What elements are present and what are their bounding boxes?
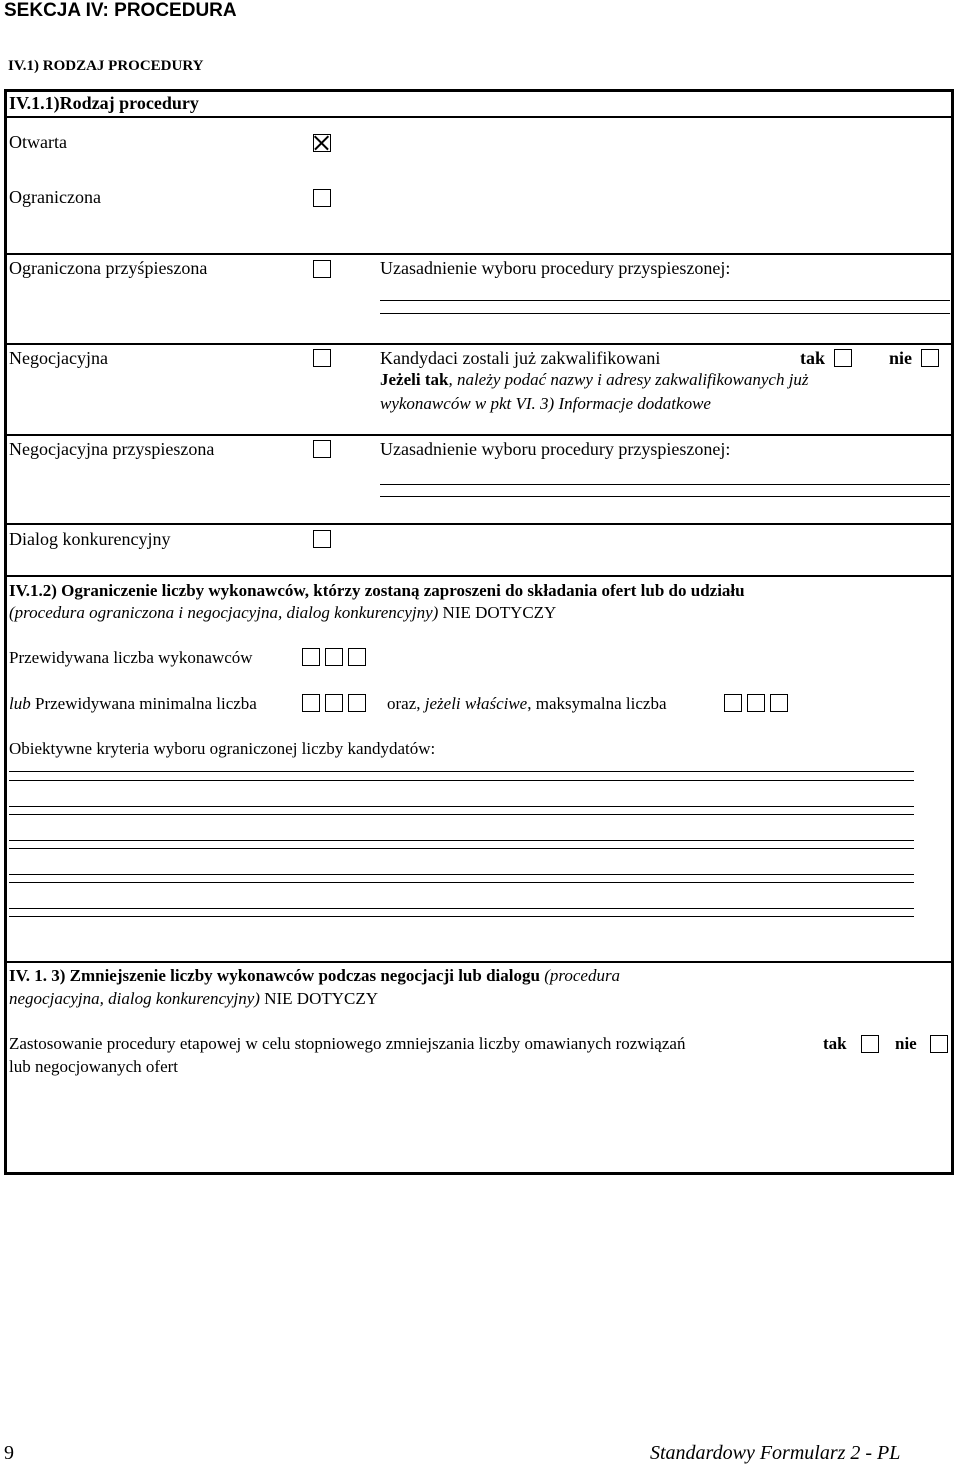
fill-line xyxy=(9,908,914,909)
max-count-label: , maksymalna liczba xyxy=(527,694,667,713)
reduction-heading-italic-2: negocjacyjna, dialog konkurencyjny) xyxy=(9,989,260,1008)
qualified-yes-label: tak xyxy=(800,348,826,368)
checkbox-qualified-yes[interactable] xyxy=(834,349,852,367)
qualified-no-label: nie xyxy=(889,348,913,368)
expected-min-label: Przewidywana minimalna liczba xyxy=(34,694,257,713)
if-applicable: jeżeli właściwe xyxy=(424,694,528,713)
checkbox-staged-yes[interactable] xyxy=(861,1035,879,1053)
subsection-title: IV.1) RODZAJ PROCEDURY xyxy=(8,58,204,74)
fill-line xyxy=(9,840,914,841)
digit-box[interactable] xyxy=(325,694,343,712)
staged-yes-label: tak xyxy=(823,1034,847,1053)
and-word: oraz, xyxy=(387,694,421,713)
divider xyxy=(4,523,954,525)
section-title: SEKCJA IV: PROCEDURA xyxy=(4,0,237,21)
checkbox-otwarta[interactable] xyxy=(313,134,331,152)
option-label-dialog: Dialog konkurencyjny xyxy=(9,529,171,549)
page-number: 9 xyxy=(4,1442,14,1464)
qualified-question: Kandydaci zostali już zakwalifikowani xyxy=(380,348,661,368)
procedure-frame xyxy=(4,89,954,1175)
checkbox-dialog[interactable] xyxy=(313,530,331,548)
fill-line xyxy=(9,848,914,849)
divider xyxy=(4,575,954,577)
fill-line xyxy=(9,814,914,815)
fill-line xyxy=(9,874,914,875)
option-label-otwarta: Otwarta xyxy=(9,132,67,152)
divider xyxy=(4,253,954,255)
reduction-heading: IV. 1. 3) Zmniejszenie liczby wykonawców podczas negocjacji lub dialogu xyxy=(9,966,540,985)
limit-not-applicable: NIE DOTYCZY xyxy=(442,603,557,622)
fill-line xyxy=(9,882,914,883)
fill-line xyxy=(9,916,914,917)
procedure-type-heading: IV.1.1)Rodzaj procedury xyxy=(9,93,199,113)
checkbox-qualified-no[interactable] xyxy=(921,349,939,367)
limit-subheading: (procedura ograniczona i negocjacyjna, dialog konkurencyjny) xyxy=(9,603,439,622)
if-yes-bold: Jeżeli tak xyxy=(380,370,449,389)
staged-line2: lub negocjowanych ofert xyxy=(9,1057,178,1076)
digit-box[interactable] xyxy=(747,694,765,712)
divider xyxy=(4,343,954,345)
expected-count-label: Przewidywana liczba wykonawców xyxy=(9,648,253,667)
if-yes-line2: wykonawców w pkt VI. 3) Informacje dodatkowe xyxy=(380,394,711,413)
criteria-label: Obiektywne kryteria wyboru ograniczonej liczby kandydatów: xyxy=(9,739,436,758)
fill-line xyxy=(380,313,950,314)
option-label-negocjacyjna: Negocjacyjna xyxy=(9,348,108,368)
option-label-ograniczona-przyspieszona: Ograniczona przyśpieszona xyxy=(9,258,208,278)
fill-line xyxy=(9,806,914,807)
checkbox-negocjacyjna-przyspieszona[interactable] xyxy=(313,440,331,458)
divider xyxy=(4,434,954,436)
digit-box[interactable] xyxy=(770,694,788,712)
digit-box[interactable] xyxy=(302,648,320,666)
staged-line1: Zastosowanie procedury etapowej w celu stopniowego zmniejszania liczby omawianych rozwiązań xyxy=(9,1034,686,1053)
divider xyxy=(4,961,954,963)
fill-line xyxy=(380,496,950,497)
reduction-heading-italic-1: (procedura xyxy=(544,966,621,985)
staged-no-label: nie xyxy=(895,1034,917,1053)
reduction-not-applicable: NIE DOTYCZY xyxy=(264,989,379,1008)
limit-heading: IV.1.2) Ograniczenie liczby wykonawców, którzy zostaną zaproszeni do składania ofert lub do udziału xyxy=(9,581,745,600)
fill-line xyxy=(9,780,914,781)
fill-line xyxy=(380,300,950,301)
digit-box[interactable] xyxy=(302,694,320,712)
option-label-ograniczona: Ograniczona xyxy=(9,187,101,207)
form-name: Standardowy Formularz 2 - PL xyxy=(650,1442,901,1464)
checkbox-ograniczona-przyspieszona[interactable] xyxy=(313,260,331,278)
divider xyxy=(4,116,954,118)
if-yes-rest: , należy podać nazwy i adresy zakwalifikowanych już xyxy=(448,370,809,389)
digit-box[interactable] xyxy=(325,648,343,666)
checkbox-staged-no[interactable] xyxy=(930,1035,948,1053)
fill-line xyxy=(380,484,950,485)
checkbox-negocjacyjna[interactable] xyxy=(313,349,331,367)
or-word: lub xyxy=(9,694,31,713)
justification-label-2: Uzasadnienie wyboru procedury przyspieszonej: xyxy=(380,439,731,459)
fill-line xyxy=(9,771,914,772)
digit-box[interactable] xyxy=(724,694,742,712)
digit-box[interactable] xyxy=(348,648,366,666)
digit-box[interactable] xyxy=(348,694,366,712)
checkbox-ograniczona[interactable] xyxy=(313,189,331,207)
option-label-negocjacyjna-przyspieszona: Negocjacyjna przyspieszona xyxy=(9,439,215,459)
justification-label: Uzasadnienie wyboru procedury przyspieszonej: xyxy=(380,258,731,278)
